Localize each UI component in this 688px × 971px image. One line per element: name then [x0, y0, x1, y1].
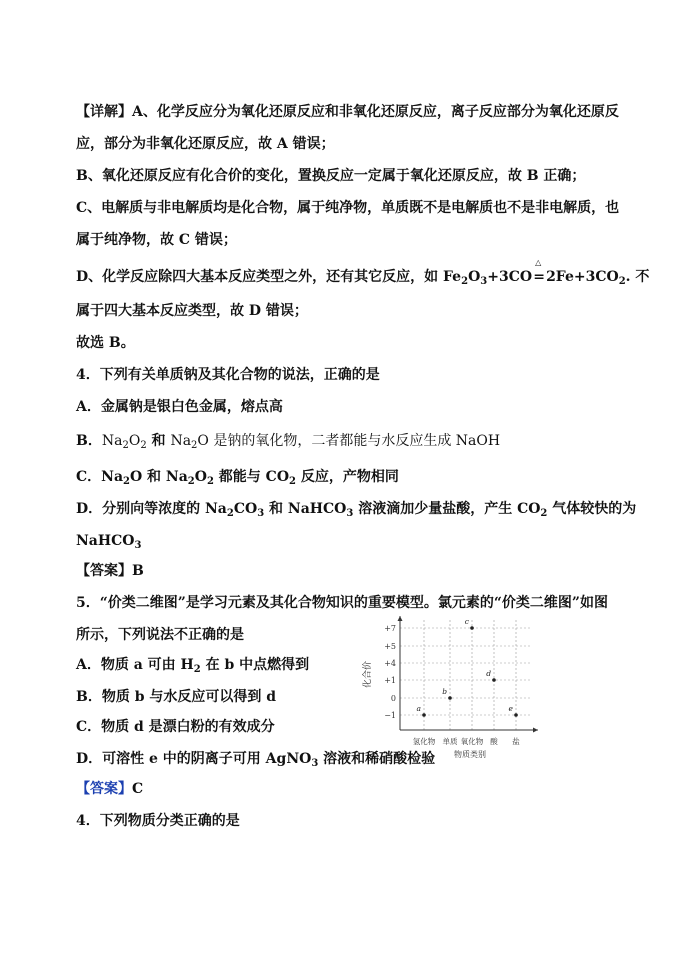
q3-explain-line-1: 【详解】A、化学反应分为氧化还原反应和非氧化还原反应，离子反应部分为氧化还原反: [76, 104, 619, 120]
y-tick-label: +1: [384, 676, 396, 685]
x-axis-arrow: [533, 728, 538, 733]
data-point-label: e: [508, 704, 513, 713]
chart-y-ticks: [384, 624, 396, 720]
chart-y-axis-label: 化合价: [363, 660, 373, 688]
q5-stem-line-1: 5．“价类二维图”是学习元素及其化合物知识的重要模型。氯元素的“价类二维图”如图: [76, 595, 608, 611]
data-point-label: a: [416, 704, 421, 713]
q3-explain-line-4: C、电解质与非电解质均是化合物，属于纯净物，单质既不是电解质也不是非电解质，也: [76, 200, 620, 216]
q5-answer: 【答案】C: [76, 781, 144, 797]
heating-condition-sign: △ =: [533, 258, 545, 285]
q3-explain-line-6: D、化学反应除四大基本反应类型之外，还有其它反应，如 $Fe_2O_3+3CO$ △ $=2Fe+3CO_2$. 不: [76, 258, 650, 287]
y-tick-label: +4: [384, 659, 396, 668]
data-point-a: [422, 713, 426, 717]
q4-option-a: A．金属钠是银白色金属，熔点高: [76, 399, 283, 415]
x-tick-label: 单质: [442, 737, 458, 746]
data-point-label: b: [442, 687, 447, 696]
valence-class-chart: [352, 612, 542, 762]
x-tick-label: 盐: [512, 737, 520, 746]
q4-option-b: B．$Na_2O_2$ 和 $Na_2O$ 是钠的氧化物，二者都能与水反应生成 NaOH: [76, 433, 501, 451]
data-point-b: [448, 696, 452, 700]
data-point-d: [492, 678, 496, 682]
data-point-label: c: [464, 617, 469, 626]
q4-stem: 4．下列有关单质钠及其化合物的说法，正确的是: [76, 367, 380, 383]
y-tick-label: +7: [384, 624, 396, 633]
q4b-stem: 4．下列物质分类正确的是: [76, 813, 240, 829]
data-point-e: [514, 713, 518, 717]
q4-option-d-continued: NaHCO$_3$: [76, 533, 142, 551]
q3-explain-line-3: B、氧化还原反应有化合价的变化，置换反应一定属于氧化还原反应，故 B 正确；: [76, 168, 586, 184]
q5-option-b: B．物质 b 与水反应可以得到 d: [76, 689, 277, 705]
x-tick-label: 氧化物: [460, 737, 484, 746]
y-tick-label: 0: [390, 694, 396, 703]
y-tick-label: −1: [384, 711, 396, 720]
q4-option-d: D．分别向等浓度的 $Na_2CO_3$ 和 NaHCO$_3$ 溶液滴加少量盐酸，产生 $CO_2$ 气体较快的为: [76, 501, 637, 519]
q3-explain-line-2: 应，部分为非氧化还原反应，故 A 错误；: [76, 136, 335, 152]
q5-option-a: A．物质 a 可由 $H_2$ 在 b 中点燃得到: [76, 657, 310, 675]
q4-answer: 【答案】B: [76, 563, 144, 579]
q5-option-d: D．可溶性 e 中的阴离子可用 AgNO$_3$ 溶液和稀硝酸检验: [76, 751, 436, 769]
data-point-c: [470, 626, 474, 630]
x-tick-label: 氢化物: [412, 737, 436, 746]
chart-points: [417, 617, 518, 717]
q5-option-c: C．物质 d 是漂白粉的有效成分: [76, 719, 275, 735]
q4-option-c: C．$Na_2O$ 和 $Na_2O_2$ 都能与 $CO_2$ 反应，产物相同: [76, 469, 399, 487]
q3-explain-line-7: 属于四大基本反应类型，故 D 错误；: [76, 303, 308, 319]
chart-x-ticks: [413, 736, 521, 746]
chart-grid: [400, 620, 530, 730]
data-point-label: d: [486, 669, 491, 678]
chart-x-axis-label: 物质类别: [454, 750, 486, 759]
y-axis-arrow: [398, 616, 403, 621]
q5-stem-line-2: 所示，下列说法不正确的是: [76, 627, 244, 643]
y-tick-label: +5: [384, 642, 396, 651]
x-tick-label: 酸: [490, 737, 498, 746]
q3-explain-line-8: 故选 B。: [76, 335, 135, 351]
q3-explain-line-5: 属于纯净物，故 C 错误；: [76, 232, 237, 248]
